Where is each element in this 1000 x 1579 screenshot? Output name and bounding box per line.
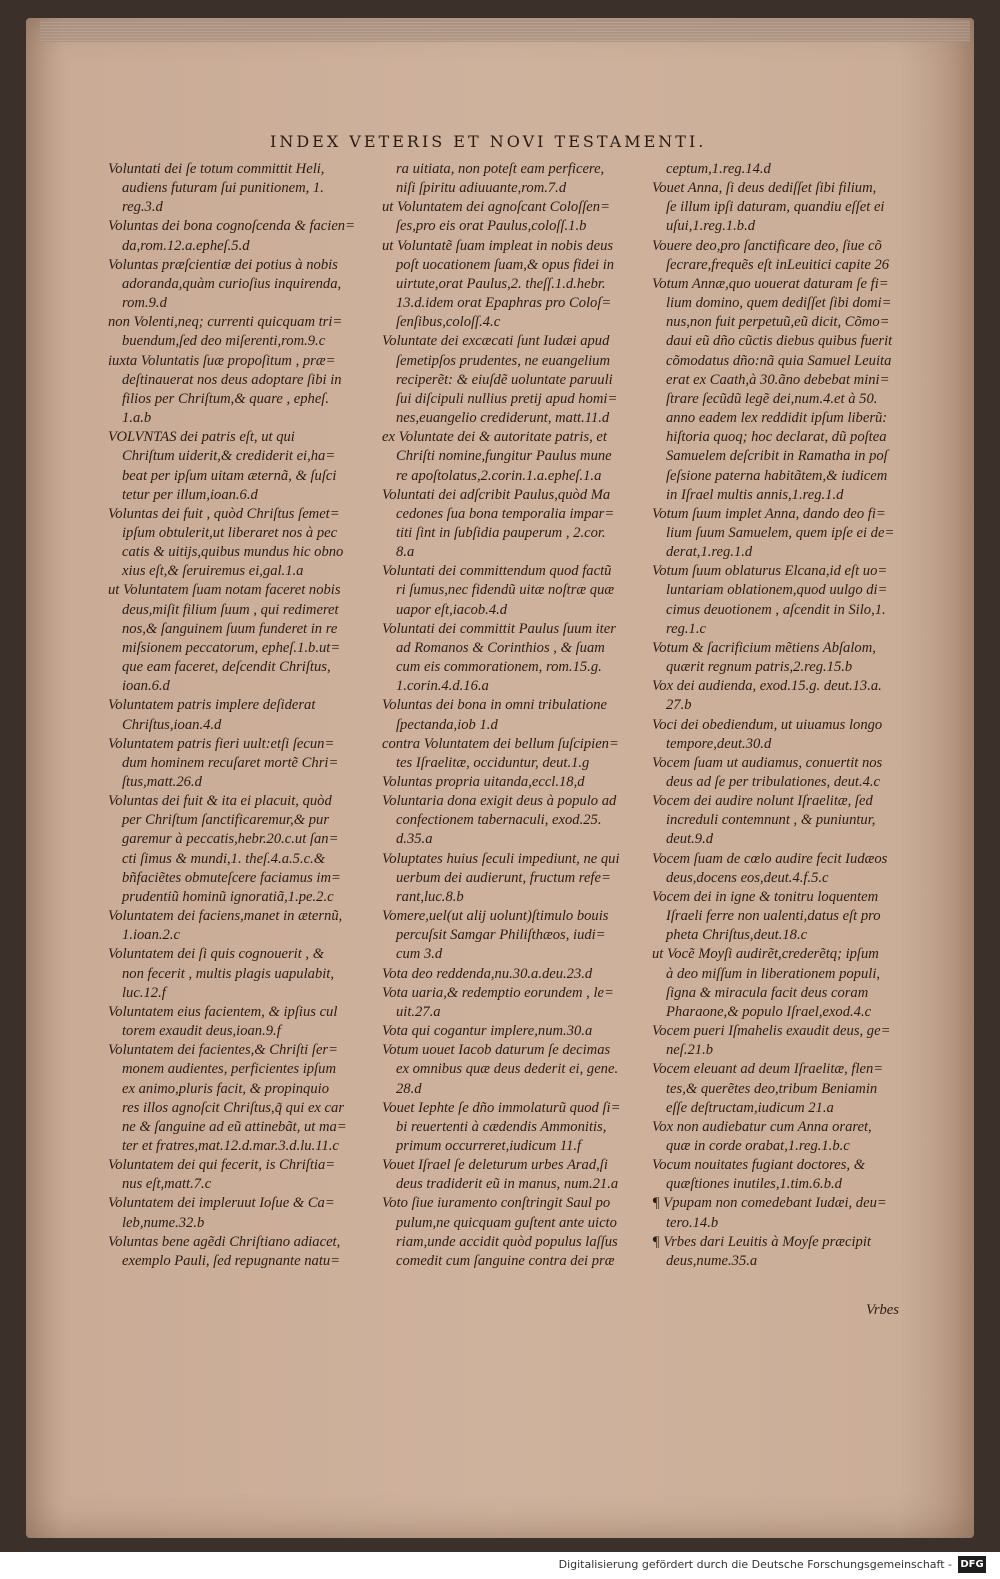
index-line: Voluntati dei ſe totum committit Heli, [108,161,325,177]
index-line: pheta Chriſtus,deut.18.c [666,927,808,944]
index-line: tero.14.b [666,1214,719,1231]
index-line: 1.ioan.2.c [122,927,180,944]
index-line: Voluntas dei fuit , quòd Chriſtus ſemet= [108,505,340,522]
index-line: Vox dei audienda, exod.15.g. deut.13.a. [652,678,882,695]
index-line: adoranda,quàm curioſius inquirenda, [122,275,342,292]
index-line: ioan.6.d [122,678,170,695]
index-line: ſui diſcipuli nullius pretij apud homi= [396,390,618,407]
index-line: garemur à peccatis,hebr.20.c.ut ſan= [122,831,339,848]
index-line: Voluntatem dei impleruut Ioſue & Ca= [108,1195,335,1212]
index-line: Vouet Iſrael ſe deleturum urbes Arad,ſi [382,1157,608,1174]
index-line: ſes,pro eis orat Paulus,coloſſ.1.b [396,218,587,235]
index-line: Pharaone,& populo Iſrael,exod.4.c [666,1003,872,1020]
index-line: quærit regnum patris,2.reg.15.b [666,659,853,676]
index-line: Vocum nouitates fugiant doctores, & [652,1157,866,1174]
index-line: lium ſuum Samuelem, quem ipſe ei de= [666,524,895,541]
index-line: ¶ Vrbes dari Leuitis à Moyſe præcipit [652,1233,871,1250]
index-line: Voluntas dei bona cognoſcenda & facien= [108,218,355,235]
index-line: Voluntati dei adſcribit Paulus,quòd Ma [382,486,611,503]
index-line: res illos agnoſcit Chriſtus,q̃ qui ex car [122,1099,345,1116]
index-line: uerbum dei audierunt, fructum refe= [396,869,611,886]
index-line: Vocem pueri Iſmahelis exaudit deus, ge= [652,1023,891,1040]
index-line: ſeſsione paterna habitãtem,& iudicem [666,467,888,484]
index-line: deus,docens eos,deut.4.f.5.c [666,869,829,886]
index-line: deus tradiderit eũ in manus, num.21.a [396,1176,619,1193]
index-line: Vocem dei in igne & tonitru loquentem [652,888,879,905]
index-line: ut Voluntatẽ ſuam impleat in nobis deus [382,237,614,254]
index-line: ter et fratres,mat.12.d.mar.3.d.lu.11.c [122,1137,339,1154]
index-line: Vota uaria,& redemptio eorundem , le= [382,984,614,1001]
index-line: ex Voluntate dei & autoritate patris, et [382,429,607,446]
index-line: audiens futuram ſui punitionem, 1. [122,180,324,197]
index-line: 1.a.b [122,410,152,427]
index-line: Voluntas propria uitanda,eccl.18,d [382,774,585,790]
index-line: torem exaudit deus,ioan.9.f [122,1023,281,1040]
index-line: cti ſimus & mundi,1. theſ.4.a.5.c.& [122,850,326,867]
index-line: non fecerit , multis plagis uapulabit, [122,965,335,982]
index-line: Votum & ſacrificium mẽtiens Abſalom, [652,639,876,656]
index-line: reg.1.c [666,620,706,637]
index-line: reciperẽt: & eiuſdẽ uoluntate paruuli [396,371,613,388]
index-line: Voluntatem dei facientes,& Chriſti ſer= [108,1042,338,1059]
index-line: reg.3.d [122,199,163,216]
index-line: 28.d [396,1080,422,1097]
index-line: bñfaciẽtes obmuteſcere faciamus im= [122,869,341,886]
index-line: Voluntas bene agẽdi Chriſtiano adiacet, [108,1233,341,1250]
index-line: buendum,ſed deo miſerenti,rom.9.c [122,333,326,350]
index-line: ex animo,pluris facit, & propinquio [122,1080,330,1097]
index-line: daui eũ dño cũctis diebus quibus fuerit [666,333,893,350]
index-line: Vocem dei audire nolunt Iſraelitæ, ſed [652,793,873,810]
index-line: ipſum obtulerit,ut liberaret nos à pec [122,524,338,541]
index-line: ſenſibus,coloſſ.4.c [396,314,501,331]
index-line: Votum uouet Iacob daturum ſe decimas [382,1042,611,1059]
index-line: Voluntatem patris implere deſiderat [108,697,316,714]
index-line: Voluntas dei bona in omni tribulatione [382,697,607,714]
index-line: percuſsit Samgar Philiſthæos, iudi= [396,927,606,944]
index-line: Chriſti nomine,fungitur Paulus mune [396,448,612,465]
index-line: cimus deuotionem , aſcendit in Silo,1. [666,601,886,618]
index-line: que eam faceret, deſcendit Chriſtus, [122,659,331,676]
index-line: hiſtoria quoq; hoc declarat, dũ poſtea [666,429,887,446]
index-line: quæ in corde orabat,1.reg.1.b.c [666,1137,850,1154]
index-line: ad Romanos & Corinthios , & ſuam [396,639,605,656]
index-line: 27.b [666,697,692,714]
index-line: poſt uocationem ſuam,& opus fidei in [396,256,615,273]
index-line: ra uitiata, non poteſt eam perficere, [396,161,605,177]
index-line: rom.9.d [122,295,167,312]
digitization-footer [0,1552,1000,1579]
index-line: uſui,1.reg.1.b.d [666,218,756,235]
index-line: non Volenti,neq; currenti quicquam tri= [108,314,343,331]
index-line: d.35.a [396,831,433,848]
index-line: ſe illum ipſi daturam, quandiu eſſet ei [666,199,885,216]
index-line: nus eſt,matt.7.c [122,1176,212,1193]
index-line: monem audientes, perficientes ipſum [122,1061,336,1078]
index-column-3 [652,160,914,1271]
index-line: Voci dei obediendum, ut uiuamus longo [652,716,883,733]
index-line: uapor eſt,iacob.4.d [396,601,508,618]
index-line: confectionem tabernaculi, exod.25. [396,812,602,829]
index-line: Vox non audiebatur cum Anna oraret, [652,1118,872,1135]
index-line: miſsionem peccatorum, epheſ.1.b.ut= [122,639,341,656]
index-line: Voluntatem dei faciens,manet in æternũ, [108,908,343,925]
index-line: in Iſrael multis annis,1.reg.1.d [666,486,844,503]
index-line: luc.12.f [122,984,166,1001]
index-line: nes,euangelio crediderunt, matt.11.d [396,410,610,427]
index-line: ut Voluntatem ſuam notam faceret nobis [108,582,341,599]
index-line: ri ſumus,nec fidendũ uitæ noſtræ quæ [396,582,615,599]
index-line: à deo miſſum in liberationem populi, [666,965,881,982]
index-line: deſtinauerat nos deus adoptare ſibi in [122,371,342,388]
index-line: Voluntas præſcientiæ dei potius à nobis [108,256,338,273]
index-line: lium domino, quem dediſſet ſibi domi= [666,295,892,312]
index-line: riam,unde accidit quòd populus laſſus [396,1233,618,1250]
page-edge [40,20,970,42]
index-line: Voluntatem patris fieri uult:etſi ſecun= [108,735,335,752]
index-line: ¶ Vpupam non comedebant Iudæi, deu= [652,1195,887,1212]
index-line: Samuelem deſcribit in Ramatha in poſ [666,448,888,465]
index-line: exemplo Pauli, ſed repugnante natu= [122,1252,341,1269]
index-line: neſ.21.b [666,1042,714,1059]
index-line: Vouet Anna, ſi deus dediſſet ſibi filium, [652,180,877,197]
index-line: niſi ſpiritu adiuuante,rom.7.d [396,180,567,197]
index-line: rant,luc.8.b [396,888,464,905]
index-line: re apoſtolatus,2.corin.1.a.epheſ.1.a [396,467,602,484]
index-line: xius eſt,& ſeruiremus ei,gal.1.a [122,563,304,580]
index-line: leb,nume.32.b [122,1214,205,1231]
index-line: VOLVNTAS dei patris eſt, ut qui [108,429,295,446]
index-line: Vocem ſuam de cœlo audire fecit Iudæos [652,850,888,867]
index-line: da,rom.12.a.epheſ.5.d [122,237,250,254]
index-line: Vocem eleuant ad deum Iſraelitæ, flen= [652,1061,884,1078]
index-line: Votum ſuum oblaturus Elcana,id eſt uo= [652,563,888,580]
index-line: 1.corin.4.d.16.a [396,678,489,695]
index-line: cedones ſua bona temporalia impar= [396,505,615,522]
index-line: nus,non fuit perpetuũ,eũ dicit, Cõmo= [666,314,890,331]
index-line: Chriſtus,ioan.4.d [122,716,222,733]
index-line: uirtute,orat Paulus,2. theſſ.1.d.hebr. [396,275,606,292]
index-line: tes Iſraelitæ, occiduntur, deut.1.g [396,754,590,771]
index-line: per Chriſtum ſanctificaremur,& pur [122,812,330,829]
index-line: derat,1.reg.1.d [666,544,753,561]
index-line: titi ſint in ſubſidia pauperum , 2.cor. [396,524,606,541]
index-line: Voto ſiue iuramento conſtringit Saul po [382,1195,611,1212]
index-line: Vota deo reddenda,nu.30.a.deu.23.d [382,965,593,982]
index-line: ceptum,1.reg.14.d [666,161,771,177]
index-line: pulum,ne quicquam guſtent ante uicto [396,1214,617,1231]
index-line: cum 3.d [396,946,443,963]
index-line: bi reuertenti à cædendis Ammonitis, [396,1118,607,1135]
index-line: tetur per illum,ioan.6.d [122,486,258,503]
index-line: dum hominem recuſaret mortẽ Chri= [122,754,339,771]
index-line: Voluptates huius ſeculi impediunt, ne qui [382,850,620,867]
index-line: primum occurreret,iudicum 11.f [396,1137,582,1154]
index-line: 8.a [396,544,415,561]
index-line: nos,& ſanguinem ſuum funderet in re [122,620,338,637]
index-line: eſſe deſtructam,iudicum 21.a [666,1099,834,1116]
index-line: ne & ſanguine ad eũ attinebãt, ut ma= [122,1118,347,1135]
index-line: Voluntati dei committit Paulus ſuum iter [382,620,616,637]
index-line: filios per Chriſtum,& quare , epheſ. [122,390,330,407]
index-line: Votum Annæ,quo uouerat daturam ſe fi= [652,275,889,292]
index-line: ſigna & miracula facit deus coram [666,984,869,1001]
index-line: deus,nume.35.a [666,1252,758,1269]
index-line: tempore,deut.30.d [666,735,772,752]
index-column-2 [382,160,652,1271]
index-line: cum eis commorationem, rom.15.g. [396,659,602,676]
index-line: Votum ſuum implet Anna, dando deo fi= [652,505,886,522]
index-line: beat per ipſum uitam æternã, & ſuſci [122,467,337,484]
index-line: Voluntas dei fuit & ita ei placuit, quòd [108,793,332,810]
index-line: deus,miſit filium ſuum , qui redimeret [122,601,339,618]
index-line: ut Vocẽ Moyſi audirẽt,crederẽtq; ipſum [652,946,879,963]
index-line: ut Voluntatem dei agnoſcant Coloſſen= [382,199,610,216]
index-line: Vouere deo,pro ſanctificare deo, ſiue cõ [652,237,882,254]
index-line: Vomere,uel(ut alij uolunt)ſtimulo bouis [382,908,609,925]
index-line: deus ad ſe per tribulationes, deut.4.c [666,774,881,790]
index-line: ex omnibus quæ deus dederit ei, gene. [396,1061,619,1078]
index-line: Voluntaria dona exigit deus à populo ad [382,793,617,810]
index-line: Chriſtum uiderit,& crediderit ei,ha= [122,448,336,465]
index-column-1 [108,160,378,1271]
running-header: INDEX VETERIS ET NOVI TESTAMENTI. [270,132,707,151]
index-line: ſtrare ſecũdũ legẽ dei,num.4.et à 50. [666,390,878,407]
index-line: erat ex Caath,à 30.ãno debebat mini= [666,371,890,388]
index-line: ſpectanda,iob 1.d [396,716,498,733]
index-line: contra Voluntatem dei bellum ſuſcipien= [382,735,619,752]
index-line: Vocem ſuam ut audiamus, conuertit nos [652,754,883,771]
index-line: Voluntati dei committendum quod factũ [382,563,612,580]
index-line: Iſraeli ferre non ualenti,datus eſt pro [666,908,881,925]
index-line: 13.d.idem orat Epaphras pro Coloſ= [396,295,612,312]
index-line: catis & uitijs,quibus mundus hic obno [122,544,344,561]
index-line: ſtus,matt.26.d [122,774,202,790]
index-line: iuxta Voluntatis ſuæ propoſitum , præ= [108,352,336,369]
index-line: luntariam oblationem,quod uulgo di= [666,582,888,599]
index-line: Voluntate dei excæcati ſunt Iudæi apud [382,333,610,350]
footer-text: Digitalisierung gefördert durch die Deutsche Forschungsgemeinschaft - [558,1558,952,1571]
index-line: ſecrare,frequẽs eſt inLeuitici capite 26 [666,256,890,273]
index-line: increduli contemnunt , & puniuntur, [666,812,876,829]
index-line: cõmodatus dño:nã quia Samuel Leuita [666,352,892,369]
index-line: quæſtiones inutiles,1.tim.6.b.d [666,1176,842,1193]
index-line: Voluntatem dei qui fecerit, is Chriſtia= [108,1157,336,1174]
index-line: Vouet Iephte ſe dño immolaturũ quod ſi= [382,1099,621,1116]
index-line: Voluntatem dei ſi quis cognouerit , & [108,946,325,963]
index-line: Voluntatem eius facientem, & ipſius cul [108,1003,338,1020]
index-line: ſemetipſos prudentes, ne euangelium [396,352,610,369]
catchword: Vrbes [866,1302,899,1318]
index-line: Vota qui cogantur implere,num.30.a [382,1023,593,1040]
index-line: prudentiũ hominũ ignoratiã,1.pe.2.c [122,888,334,905]
index-line: anno eadem lex reddidit ipſum liberũ: [666,410,888,427]
index-line: comedit cum ſanguine contra dei præ [396,1252,615,1269]
index-line: uit.27.a [396,1003,441,1020]
dfg-logo: DFG [958,1556,986,1573]
index-line: deut.9.d [666,831,714,848]
index-line: tes,& querẽtes deo,tribum Beniamin [666,1080,878,1097]
